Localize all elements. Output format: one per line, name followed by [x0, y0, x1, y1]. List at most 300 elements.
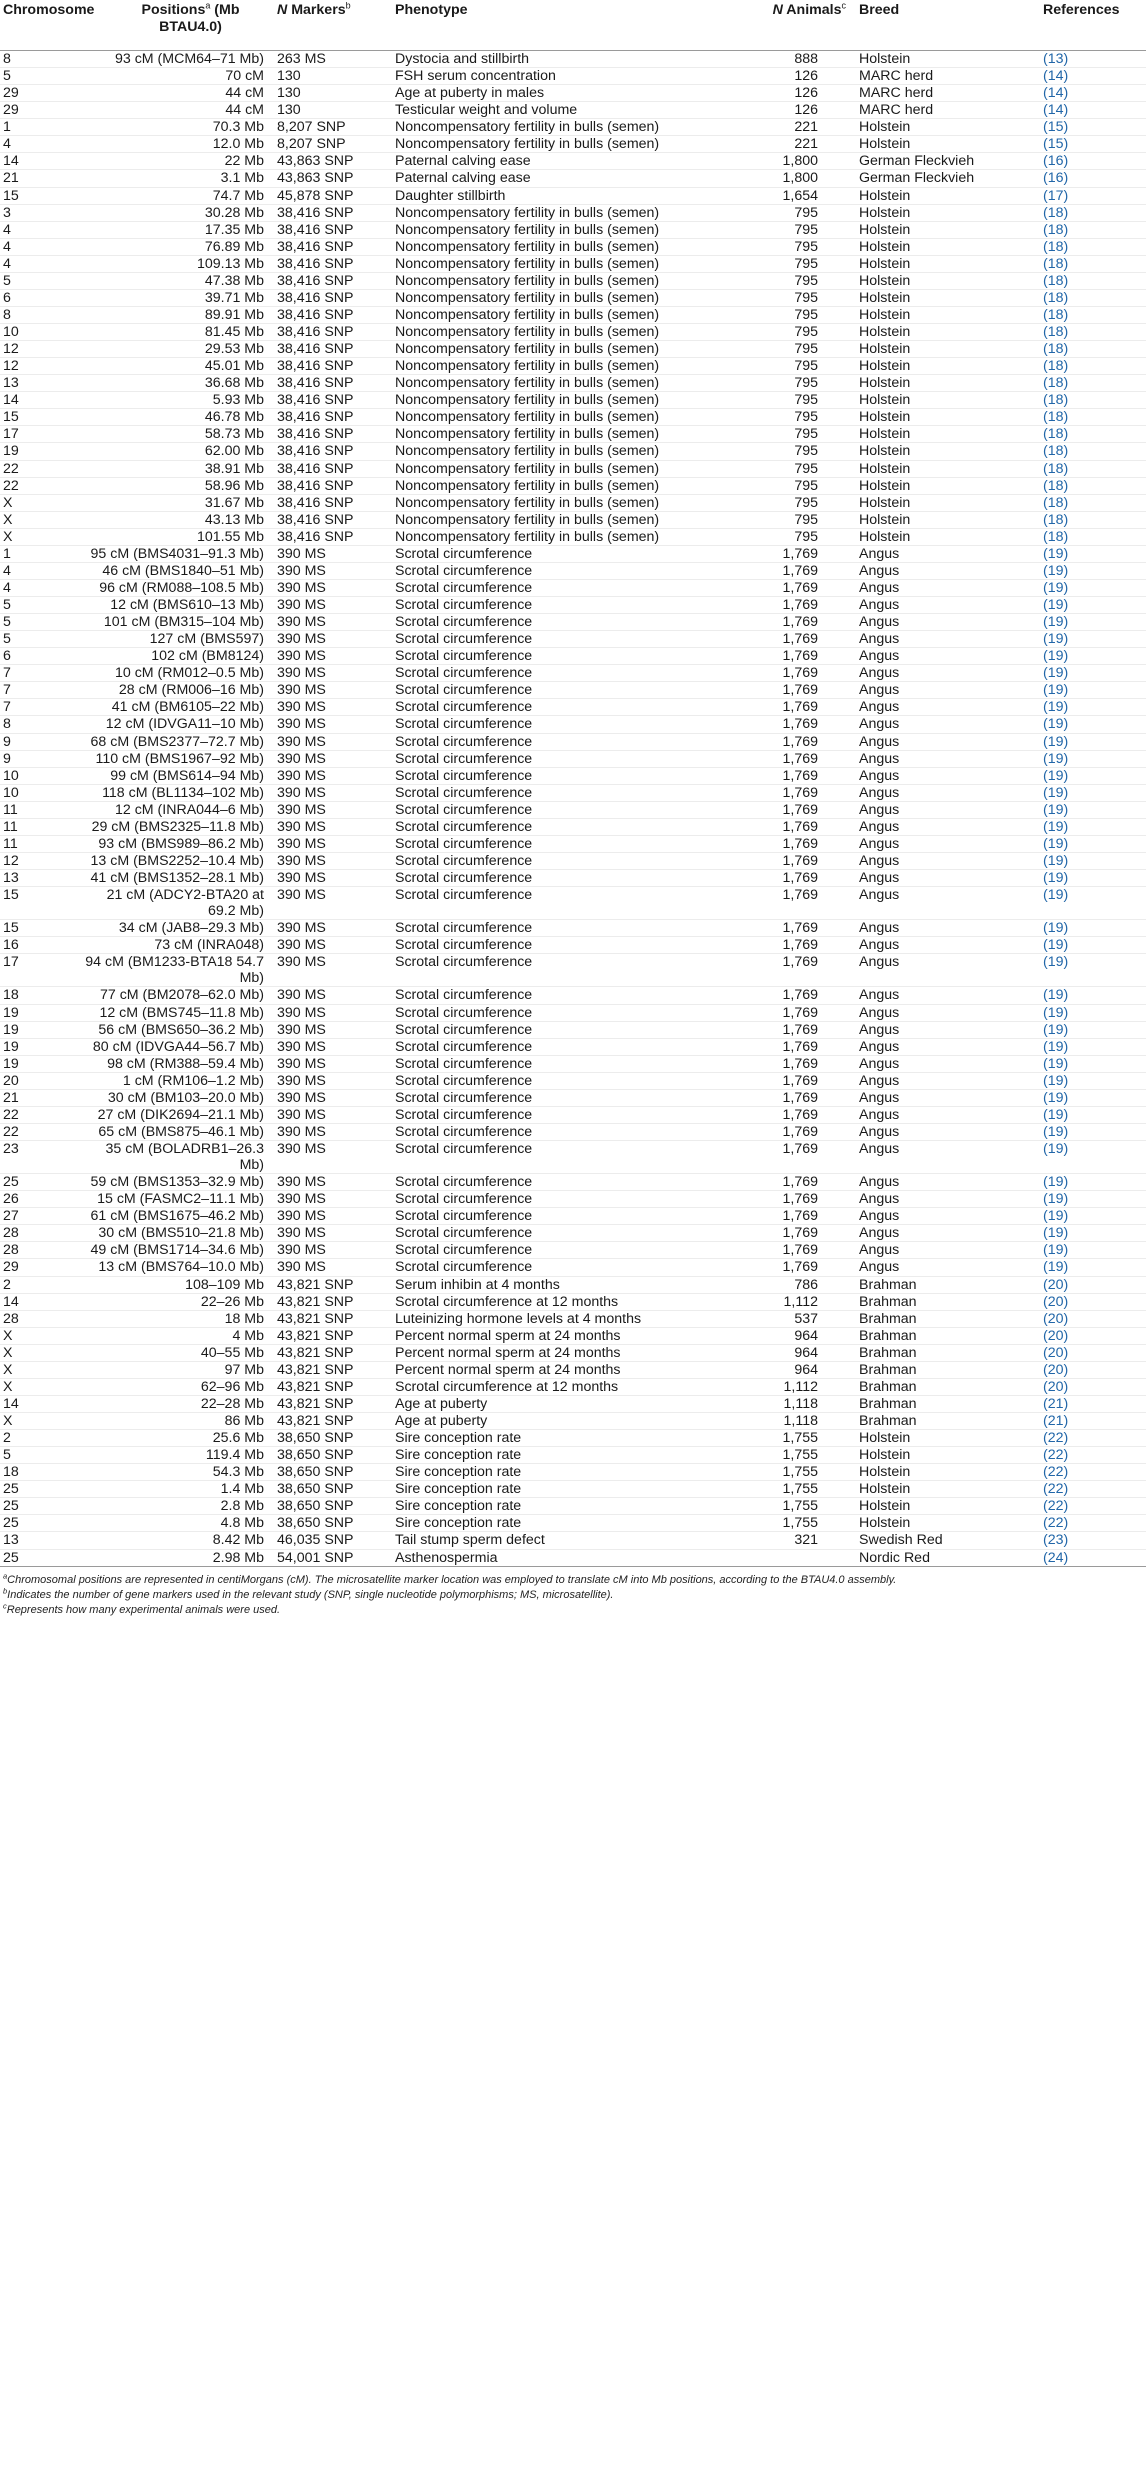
cell-n-markers: 43,821 SNP: [277, 1344, 354, 1361]
cell-breed: Angus: [859, 545, 900, 562]
cell-reference[interactable]: (15): [1043, 136, 1069, 153]
table-row: [0, 85, 1146, 102]
cell-n-markers: 43,821 SNP: [277, 1310, 354, 1327]
cell-reference[interactable]: (18): [1043, 341, 1069, 358]
table-row: [0, 1191, 1146, 1208]
cell-reference[interactable]: (18): [1043, 392, 1069, 409]
table-row: [0, 1208, 1146, 1225]
cell-phenotype: Noncompensatory fertility in bulls (semen): [395, 426, 660, 443]
cell-reference[interactable]: (18): [1043, 204, 1069, 221]
cell-reference[interactable]: (19): [1043, 1208, 1069, 1225]
cell-position: 98 cM (RM388–59.4 Mb): [107, 1055, 264, 1072]
cell-position: 54.3 Mb: [212, 1464, 264, 1481]
cell-position: 68 cM (BMS2377–72.7 Mb): [90, 733, 264, 750]
cell-chromosome: 12: [3, 852, 19, 869]
cell-reference[interactable]: (19): [1043, 579, 1069, 596]
cell-n-markers: 390 MS: [277, 665, 326, 682]
cell-position: 81.45 Mb: [204, 324, 264, 340]
table-row: [0, 801, 1146, 818]
cell-n-animals: 1,769: [782, 818, 818, 835]
cell-breed: MARC herd: [859, 102, 934, 119]
cell-breed: Angus: [859, 801, 900, 818]
table-row: [0, 562, 1146, 579]
cell-position: 30 cM (BM103–20.0 Mb): [107, 1089, 264, 1106]
cell-reference[interactable]: (19): [1043, 1021, 1069, 1038]
cell-n-animals: 1,769: [782, 545, 818, 562]
cell-position: 4 Mb: [232, 1327, 264, 1344]
cell-reference[interactable]: (19): [1043, 648, 1069, 665]
cell-reference[interactable]: (22): [1043, 1447, 1069, 1464]
cell-n-animals: 795: [794, 443, 818, 460]
cell-chromosome: 4: [3, 136, 11, 153]
cell-phenotype: Noncompensatory fertility in bulls (semen): [395, 238, 660, 255]
cell-n-markers: 390 MS: [277, 614, 326, 631]
cell-phenotype: Scrotal circumference: [395, 987, 533, 1004]
cell-phenotype: Scrotal circumference: [395, 716, 533, 733]
cell-n-animals: 964: [794, 1344, 818, 1361]
cell-n-animals: 1,769: [782, 1106, 818, 1123]
cell-phenotype: Percent normal sperm at 24 months: [395, 1344, 621, 1361]
cell-position: 35 cM (BOLADRB1–26.3 Mb): [105, 1141, 264, 1173]
cell-reference[interactable]: (19): [1043, 937, 1069, 954]
cell-reference[interactable]: (22): [1043, 1515, 1069, 1532]
cell-n-animals: 1,755: [782, 1464, 818, 1481]
cell-reference[interactable]: (20): [1043, 1327, 1069, 1344]
cell-chromosome: 20: [3, 1072, 19, 1089]
cell-reference[interactable]: (19): [1043, 614, 1069, 631]
cell-reference[interactable]: (19): [1043, 597, 1069, 613]
cell-chromosome: 8: [3, 51, 11, 67]
table-row: [0, 153, 1146, 170]
cell-n-animals: 795: [794, 341, 818, 358]
cell-phenotype: Scrotal circumference: [395, 1242, 533, 1259]
cell-n-markers: 390 MS: [277, 852, 326, 869]
cell-chromosome: 5: [3, 597, 11, 613]
cell-n-animals: 795: [794, 221, 818, 238]
cell-phenotype: Sire conception rate: [395, 1430, 522, 1447]
cell-n-markers: 38,416 SNP: [277, 289, 354, 306]
cell-breed: Holstein: [859, 255, 911, 272]
cell-reference[interactable]: (14): [1043, 102, 1069, 119]
table-row: [0, 1549, 1146, 1566]
cell-reference[interactable]: (18): [1043, 528, 1069, 545]
cell-n-animals: 795: [794, 494, 818, 511]
table-row: [0, 1004, 1146, 1021]
cell-reference[interactable]: (20): [1043, 1310, 1069, 1327]
cell-chromosome: 19: [3, 1021, 19, 1038]
cell-chromosome: 19: [3, 1038, 19, 1055]
cell-position: 1 cM (RM106–1.2 Mb): [122, 1072, 264, 1089]
cell-reference[interactable]: (19): [1043, 1242, 1069, 1259]
table-row: [0, 682, 1146, 699]
cell-n-animals: 964: [794, 1327, 818, 1344]
table-row: [0, 1532, 1146, 1549]
cell-breed: Angus: [859, 1259, 900, 1276]
cell-phenotype: Scrotal circumference: [395, 562, 533, 579]
cell-reference[interactable]: (20): [1043, 1344, 1069, 1361]
cell-reference[interactable]: (19): [1043, 1225, 1069, 1242]
cell-reference[interactable]: (18): [1043, 443, 1069, 460]
cell-reference[interactable]: (19): [1043, 852, 1069, 869]
cell-chromosome: 7: [3, 665, 11, 682]
cell-phenotype: Scrotal circumference: [395, 937, 533, 954]
table-row: [0, 545, 1146, 562]
header-phenotype: Phenotype: [392, 0, 713, 51]
cell-position: 29 cM (BMS2325–11.8 Mb): [91, 818, 264, 835]
table-row: [0, 631, 1146, 648]
cell-n-animals: 1,769: [782, 716, 818, 733]
cell-reference[interactable]: (19): [1043, 631, 1069, 648]
cell-breed: Angus: [859, 1089, 900, 1106]
cell-phenotype: Scrotal circumference: [395, 733, 533, 750]
cell-position: 108–109 Mb: [185, 1276, 264, 1293]
table-row: [0, 341, 1146, 358]
cell-phenotype: Scrotal circumference: [395, 801, 533, 818]
cell-chromosome: 22: [3, 477, 19, 494]
table-row: [0, 597, 1146, 614]
cell-reference[interactable]: (19): [1043, 987, 1069, 1004]
cell-reference[interactable]: (19): [1043, 716, 1069, 733]
cell-phenotype: Scrotal circumference: [395, 835, 533, 852]
cell-reference[interactable]: (18): [1043, 409, 1069, 426]
cell-reference[interactable]: (19): [1043, 1004, 1069, 1021]
cell-reference[interactable]: (18): [1043, 426, 1069, 443]
cell-reference[interactable]: (19): [1043, 1055, 1069, 1072]
cell-phenotype: Daughter stillbirth: [395, 187, 506, 204]
cell-chromosome: 15: [3, 187, 19, 204]
cell-phenotype: Scrotal circumference: [395, 852, 533, 869]
cell-phenotype: Noncompensatory fertility in bulls (semen): [395, 136, 660, 153]
table-row: [0, 1021, 1146, 1038]
cell-breed: Angus: [859, 920, 900, 937]
table-row: [0, 170, 1146, 187]
cell-breed: Holstein: [859, 324, 911, 340]
cell-chromosome: 8: [3, 306, 11, 323]
table-row: [0, 443, 1146, 460]
cell-reference[interactable]: (18): [1043, 375, 1069, 392]
cell-n-markers: 38,416 SNP: [277, 426, 354, 443]
cell-position: 44 cM: [225, 102, 264, 119]
cell-breed: Holstein: [859, 136, 911, 153]
cell-n-markers: 390 MS: [277, 1174, 326, 1191]
cell-position: 44 cM: [225, 85, 264, 102]
cell-n-animals: 795: [794, 204, 818, 221]
cell-breed: Nordic Red: [859, 1549, 930, 1566]
cell-reference[interactable]: (19): [1043, 920, 1069, 937]
cell-breed: Angus: [859, 665, 900, 682]
cell-chromosome: X: [3, 1413, 13, 1429]
cell-chromosome: 6: [3, 289, 11, 306]
cell-reference[interactable]: (19): [1043, 870, 1069, 886]
cell-chromosome: 13: [3, 1532, 19, 1549]
cell-position: 127 cM (BMS597): [149, 631, 264, 648]
cell-breed: Angus: [859, 733, 900, 750]
cell-chromosome: 1: [3, 545, 11, 562]
cell-reference[interactable]: (19): [1043, 545, 1069, 562]
cell-reference[interactable]: (19): [1043, 767, 1069, 784]
table-row: [0, 102, 1146, 119]
cell-n-markers: 45,878 SNP: [277, 187, 354, 204]
cell-position: 95 cM (BMS4031–91.3 Mb): [90, 545, 264, 562]
cell-chromosome: 25: [3, 1498, 19, 1515]
cell-phenotype: Scrotal circumference: [395, 1055, 533, 1072]
cell-reference[interactable]: (19): [1043, 733, 1069, 750]
cell-phenotype: Scrotal circumference: [395, 887, 533, 904]
cell-n-animals: 795: [794, 477, 818, 494]
cell-n-markers: 38,650 SNP: [277, 1430, 354, 1447]
cell-n-animals: 1,654: [782, 187, 818, 204]
cell-reference[interactable]: (18): [1043, 238, 1069, 255]
cell-position: 13 cM (BMS764–10.0 Mb): [98, 1259, 264, 1276]
cell-position: 86 Mb: [224, 1413, 264, 1429]
table-row: [0, 358, 1146, 375]
cell-reference[interactable]: (18): [1043, 477, 1069, 494]
cell-n-animals: 1,755: [782, 1498, 818, 1515]
cell-n-animals: 1,769: [782, 1141, 818, 1157]
cell-breed: Holstein: [859, 289, 911, 306]
cell-chromosome: 14: [3, 153, 19, 170]
cell-position: 62.00 Mb: [204, 443, 264, 460]
cell-breed: Angus: [859, 1021, 900, 1038]
cell-n-markers: 263 MS: [277, 51, 326, 67]
cell-phenotype: Noncompensatory fertility in bulls (semen): [395, 358, 660, 375]
cell-reference[interactable]: (23): [1043, 1532, 1069, 1549]
cell-reference[interactable]: (19): [1043, 835, 1069, 852]
cell-position: 39.71 Mb: [204, 289, 264, 306]
cell-reference[interactable]: (18): [1043, 494, 1069, 511]
cell-reference[interactable]: (18): [1043, 255, 1069, 272]
cell-n-animals: 1,755: [782, 1430, 818, 1447]
cell-phenotype: Noncompensatory fertility in bulls (semen): [395, 494, 660, 511]
cell-breed: MARC herd: [859, 85, 934, 102]
cell-n-markers: 38,416 SNP: [277, 409, 354, 426]
cell-reference[interactable]: (18): [1043, 272, 1069, 289]
table-row: [0, 648, 1146, 665]
cell-reference[interactable]: (19): [1043, 801, 1069, 818]
cell-n-animals: 1,769: [782, 801, 818, 818]
cell-phenotype: Percent normal sperm at 24 months: [395, 1361, 621, 1378]
cell-phenotype: Scrotal circumference at 12 months: [395, 1293, 619, 1310]
cell-reference[interactable]: (19): [1043, 1072, 1069, 1089]
cell-n-markers: 38,416 SNP: [277, 392, 354, 409]
cell-reference[interactable]: (19): [1043, 784, 1069, 801]
cell-reference[interactable]: (18): [1043, 511, 1069, 528]
cell-reference[interactable]: (18): [1043, 460, 1069, 477]
cell-breed: Angus: [859, 1123, 900, 1140]
cell-n-markers: 390 MS: [277, 750, 326, 767]
cell-n-animals: 1,769: [782, 920, 818, 937]
cell-n-markers: 38,416 SNP: [277, 324, 354, 340]
cell-phenotype: Noncompensatory fertility in bulls (semen): [395, 272, 660, 289]
cell-n-markers: 38,416 SNP: [277, 306, 354, 323]
cell-chromosome: 4: [3, 255, 11, 272]
table-row: [0, 477, 1146, 494]
cell-chromosome: 4: [3, 579, 11, 596]
cell-breed: Brahman: [859, 1395, 917, 1412]
cell-position: 93 cM (BMS989–86.2 Mb): [98, 835, 264, 852]
cell-n-markers: 130: [277, 102, 301, 119]
cell-n-animals: 795: [794, 272, 818, 289]
cell-breed: Angus: [859, 614, 900, 631]
cell-n-markers: 38,416 SNP: [277, 460, 354, 477]
cell-n-markers: 38,416 SNP: [277, 204, 354, 221]
cell-reference[interactable]: (19): [1043, 1123, 1069, 1140]
cell-n-markers: 390 MS: [277, 1106, 326, 1123]
cell-reference[interactable]: (19): [1043, 1089, 1069, 1106]
cell-breed: Holstein: [859, 409, 911, 426]
header-references: References: [1040, 0, 1146, 51]
cell-n-animals: 126: [794, 68, 818, 85]
table-row: [0, 1293, 1146, 1310]
cell-breed: Angus: [859, 1072, 900, 1089]
cell-phenotype: Noncompensatory fertility in bulls (semen): [395, 392, 660, 409]
cell-chromosome: X: [3, 528, 13, 545]
cell-position: 109.13 Mb: [196, 255, 264, 272]
table-row: [0, 375, 1146, 392]
cell-reference[interactable]: (19): [1043, 665, 1069, 682]
cell-reference[interactable]: (16): [1043, 170, 1069, 187]
cell-position: 36.68 Mb: [204, 375, 264, 392]
cell-reference[interactable]: (19): [1043, 682, 1069, 699]
table-row: [0, 579, 1146, 596]
cell-reference[interactable]: (20): [1043, 1293, 1069, 1310]
cell-reference[interactable]: (18): [1043, 324, 1069, 340]
cell-position: 45.01 Mb: [204, 358, 264, 375]
cell-phenotype: Scrotal circumference: [395, 1004, 533, 1021]
cell-reference[interactable]: (19): [1043, 1106, 1069, 1123]
cell-reference[interactable]: (13): [1043, 51, 1069, 67]
cell-phenotype: Noncompensatory fertility in bulls (semen): [395, 375, 660, 392]
cell-reference[interactable]: (22): [1043, 1430, 1069, 1447]
table-row: [0, 1259, 1146, 1276]
table-row: [0, 1481, 1146, 1498]
cell-breed: Brahman: [859, 1378, 917, 1395]
cell-n-markers: 390 MS: [277, 870, 326, 886]
cell-chromosome: 3: [3, 204, 11, 221]
cell-n-animals: 1,769: [782, 614, 818, 631]
cell-reference[interactable]: (18): [1043, 289, 1069, 306]
cell-reference[interactable]: (18): [1043, 306, 1069, 323]
cell-chromosome: 14: [3, 1293, 19, 1310]
cell-reference[interactable]: (22): [1043, 1464, 1069, 1481]
cell-phenotype: Scrotal circumference: [395, 920, 533, 937]
cell-n-markers: 38,650 SNP: [277, 1481, 354, 1498]
cell-chromosome: 11: [3, 835, 18, 852]
cell-reference[interactable]: (19): [1043, 750, 1069, 767]
cell-reference[interactable]: (17): [1043, 187, 1069, 204]
cell-reference[interactable]: (21): [1043, 1395, 1069, 1412]
cell-reference[interactable]: (14): [1043, 68, 1069, 85]
cell-reference[interactable]: (19): [1043, 1038, 1069, 1055]
cell-n-markers: 390 MS: [277, 1038, 326, 1055]
cell-chromosome: 2: [3, 1430, 11, 1447]
cell-n-markers: 390 MS: [277, 1259, 326, 1276]
table-row: [0, 204, 1146, 221]
cell-breed: Angus: [859, 835, 900, 852]
cell-reference[interactable]: (19): [1043, 1174, 1069, 1191]
cell-phenotype: Scrotal circumference: [395, 1259, 533, 1276]
cell-reference[interactable]: (19): [1043, 562, 1069, 579]
cell-n-animals: 126: [794, 102, 818, 119]
cell-n-animals: 1,755: [782, 1515, 818, 1532]
cell-breed: Holstein: [859, 238, 911, 255]
table-row: [0, 1395, 1146, 1412]
cell-breed: Angus: [859, 750, 900, 767]
cell-phenotype: Dystocia and stillbirth: [395, 51, 530, 67]
cell-n-markers: 38,650 SNP: [277, 1447, 354, 1464]
cell-n-animals: 1,755: [782, 1447, 818, 1464]
cell-position: 110 cM (BMS1967–92 Mb): [95, 750, 264, 767]
cell-reference[interactable]: (20): [1043, 1361, 1069, 1378]
cell-reference[interactable]: (19): [1043, 1259, 1069, 1276]
cell-reference[interactable]: (19): [1043, 1141, 1069, 1157]
cell-reference[interactable]: (18): [1043, 358, 1069, 375]
cell-n-animals: 1,769: [782, 1055, 818, 1072]
cell-position: 43.13 Mb: [204, 511, 264, 528]
cell-reference[interactable]: (24): [1043, 1549, 1069, 1566]
cell-n-animals: 795: [794, 511, 818, 528]
cell-reference[interactable]: (19): [1043, 818, 1069, 835]
cell-reference[interactable]: (20): [1043, 1276, 1069, 1293]
cell-n-markers: 390 MS: [277, 1225, 326, 1242]
cell-position: 93 cM (MCM64–71 Mb): [114, 51, 264, 67]
cell-position: 70 cM: [225, 68, 264, 85]
cell-reference[interactable]: (15): [1043, 119, 1069, 136]
cell-reference[interactable]: (19): [1043, 954, 1069, 971]
cell-reference[interactable]: (18): [1043, 221, 1069, 238]
cell-n-markers: 390 MS: [277, 597, 326, 613]
cell-breed: Holstein: [859, 443, 911, 460]
table-row: [0, 1498, 1146, 1515]
cell-reference[interactable]: (14): [1043, 85, 1069, 102]
cell-reference[interactable]: (21): [1043, 1413, 1069, 1429]
cell-position: 49 cM (BMS1714–34.6 Mb): [90, 1242, 264, 1259]
cell-n-animals: 221: [794, 136, 818, 153]
cell-phenotype: Sire conception rate: [395, 1515, 522, 1532]
cell-chromosome: 14: [3, 1395, 19, 1412]
cell-position: 97 Mb: [224, 1361, 264, 1378]
cell-position: 4.8 Mb: [220, 1515, 264, 1532]
cell-reference[interactable]: (22): [1043, 1498, 1069, 1515]
cell-position: 101 cM (BM315–104 Mb): [103, 614, 264, 631]
cell-chromosome: 25: [3, 1515, 19, 1532]
cell-chromosome: 19: [3, 1004, 19, 1021]
cell-chromosome: 18: [3, 987, 19, 1004]
cell-breed: Holstein: [859, 1430, 911, 1447]
cell-chromosome: 7: [3, 699, 11, 716]
cell-position: 22 Mb: [224, 153, 264, 170]
cell-position: 30.28 Mb: [204, 204, 264, 221]
cell-breed: Angus: [859, 562, 900, 579]
cell-n-animals: 1,769: [782, 1123, 818, 1140]
cell-reference[interactable]: (16): [1043, 153, 1069, 170]
cell-chromosome: X: [3, 1378, 13, 1395]
cell-chromosome: 10: [3, 784, 19, 801]
cell-n-animals: 1,769: [782, 1225, 818, 1242]
cell-position: 13 cM (BMS2252–10.4 Mb): [90, 852, 264, 869]
cell-reference[interactable]: (19): [1043, 699, 1069, 716]
cell-reference[interactable]: (22): [1043, 1481, 1069, 1498]
table-row: [0, 272, 1146, 289]
cell-reference[interactable]: (19): [1043, 1191, 1069, 1208]
cell-reference[interactable]: (19): [1043, 887, 1069, 904]
cell-chromosome: 11: [3, 801, 18, 818]
cell-chromosome: 28: [3, 1310, 19, 1327]
cell-chromosome: 14: [3, 392, 19, 409]
header-n-animals: N Animals$^c$: [713, 0, 856, 51]
cell-breed: Angus: [859, 784, 900, 801]
cell-reference[interactable]: (20): [1043, 1378, 1069, 1395]
